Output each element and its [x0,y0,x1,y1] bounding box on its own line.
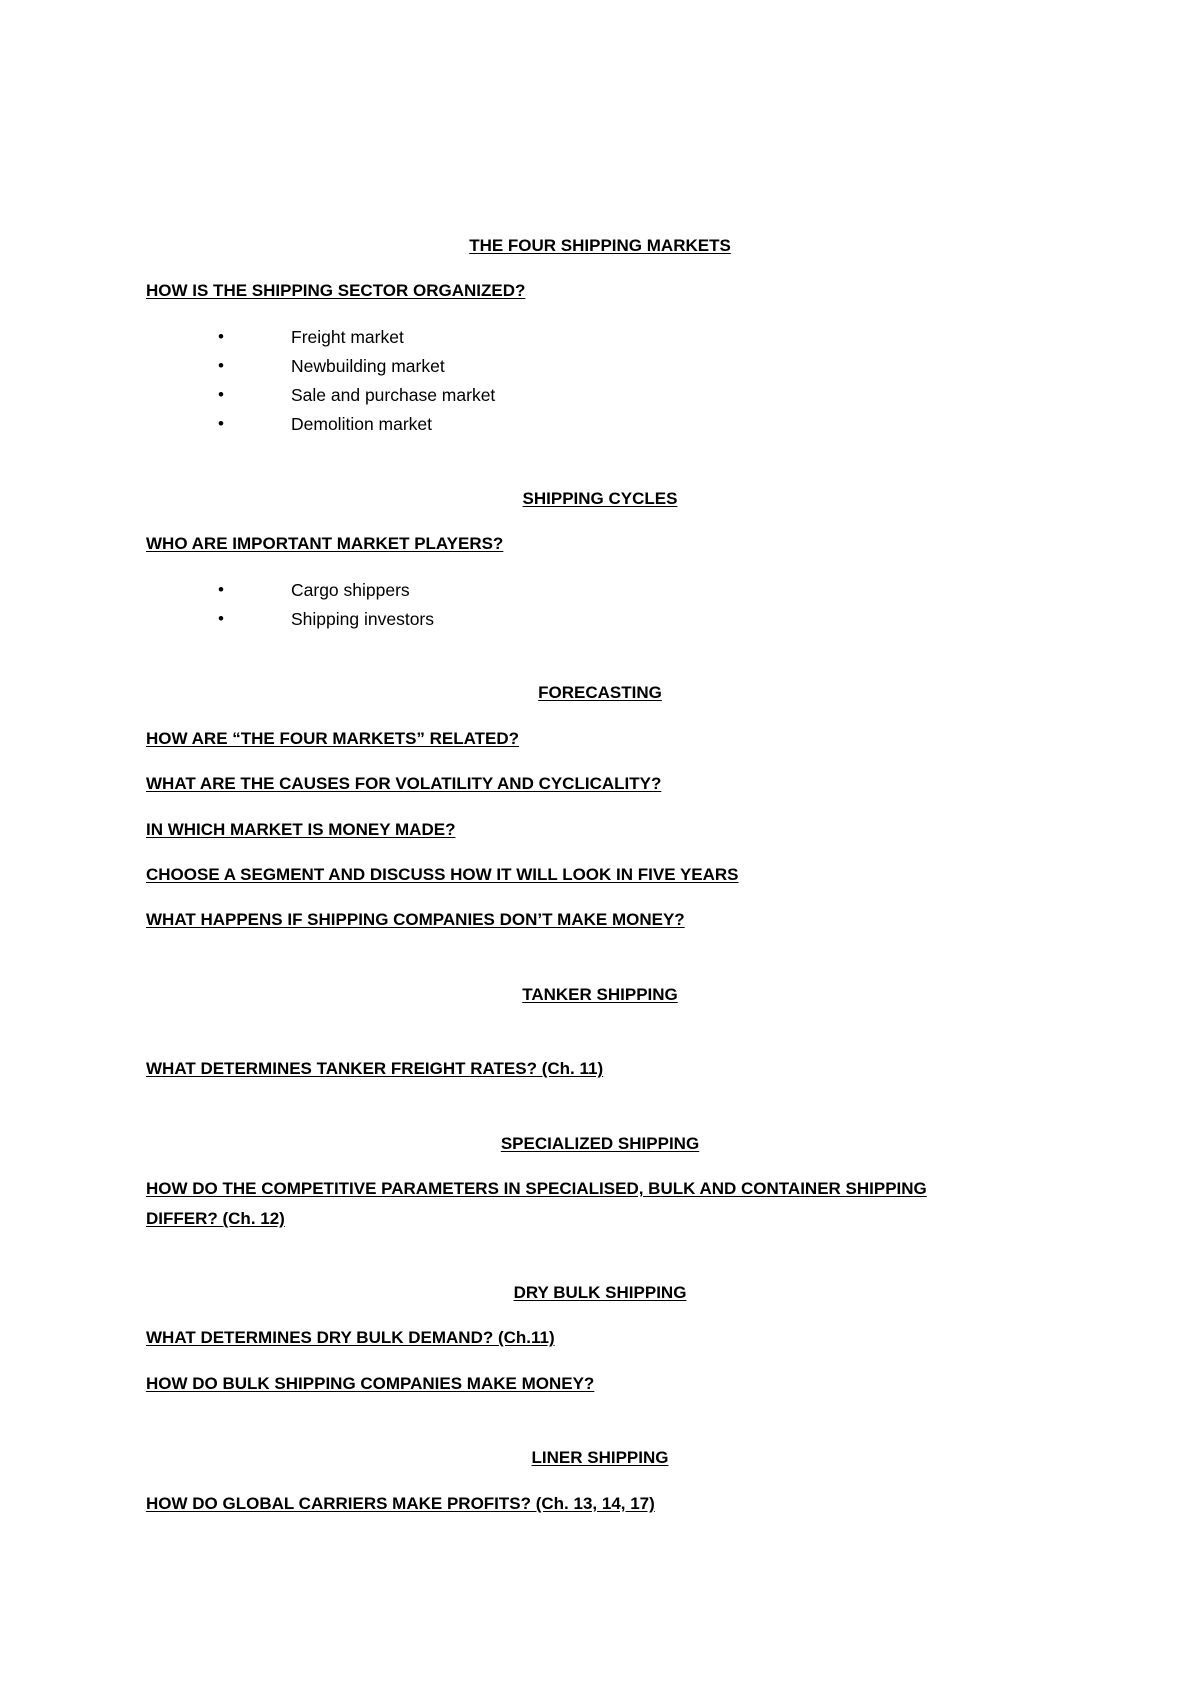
question-markets-related: HOW ARE “THE FOUR MARKETS” RELATED? [146,729,520,748]
list-item-text: Freight market [291,327,404,347]
bullet-icon: • [218,356,224,375]
section-title-tanker: TANKER SHIPPING [522,985,678,1004]
bullet-icon: • [218,385,224,404]
question-no-money: WHAT HAPPENS IF SHIPPING COMPANIES DON’T MAKE MONEY? [146,910,685,929]
question-competitive-params-line2: DIFFER? (Ch. 12) [146,1209,285,1228]
question-dry-bulk-demand: WHAT DETERMINES DRY BULK DEMAND? (Ch.11) [146,1328,555,1347]
section-title-four-markets: THE FOUR SHIPPING MARKETS [469,236,731,255]
question-market-players: WHO ARE IMPORTANT MARKET PLAYERS? [146,534,504,553]
bullet-icon: • [218,609,224,628]
bullet-icon: • [218,414,224,433]
section-title-specialized: SPECIALIZED SHIPPING [500,1134,700,1153]
section-title-dry-bulk: DRY BULK SHIPPING [513,1283,687,1302]
question-segment-five-years: CHOOSE A SEGMENT AND DISCUSS HOW IT WILL LOOK IN FIVE YEARS [146,865,739,884]
question-bulk-money: HOW DO BULK SHIPPING COMPANIES MAKE MONEY? [146,1374,595,1393]
question-money-made: IN WHICH MARKET IS MONEY MADE? [146,820,456,839]
bullet-icon: • [218,580,224,599]
question-competitive-params-line1: HOW DO THE COMPETITIVE PARAMETERS IN SPECIALISED, BULK AND CONTAINER SHIPPING [146,1179,927,1198]
question-global-carriers: HOW DO GLOBAL CARRIERS MAKE PROFITS? (Ch. 13, 14, 17) [146,1494,655,1513]
list-item-text: Newbuilding market [291,356,445,376]
question-tanker-rates: WHAT DETERMINES TANKER FREIGHT RATES? (Ch. 11) [146,1059,604,1078]
bullet-icon: • [218,327,224,346]
question-sector-organized: HOW IS THE SHIPPING SECTOR ORGANIZED? [146,281,526,300]
list-item-text: Demolition market [291,414,433,434]
list-item-text: Sale and purchase market [291,385,496,405]
section-title-liner: LINER SHIPPING [531,1448,669,1467]
section-title-shipping-cycles: SHIPPING CYCLES [522,489,678,508]
section-title-forecasting: FORECASTING [538,683,662,702]
question-volatility: WHAT ARE THE CAUSES FOR VOLATILITY AND CYCLICALITY? [146,774,662,793]
list-item-text: Shipping investors [291,609,434,629]
list-item-text: Cargo shippers [291,580,410,600]
